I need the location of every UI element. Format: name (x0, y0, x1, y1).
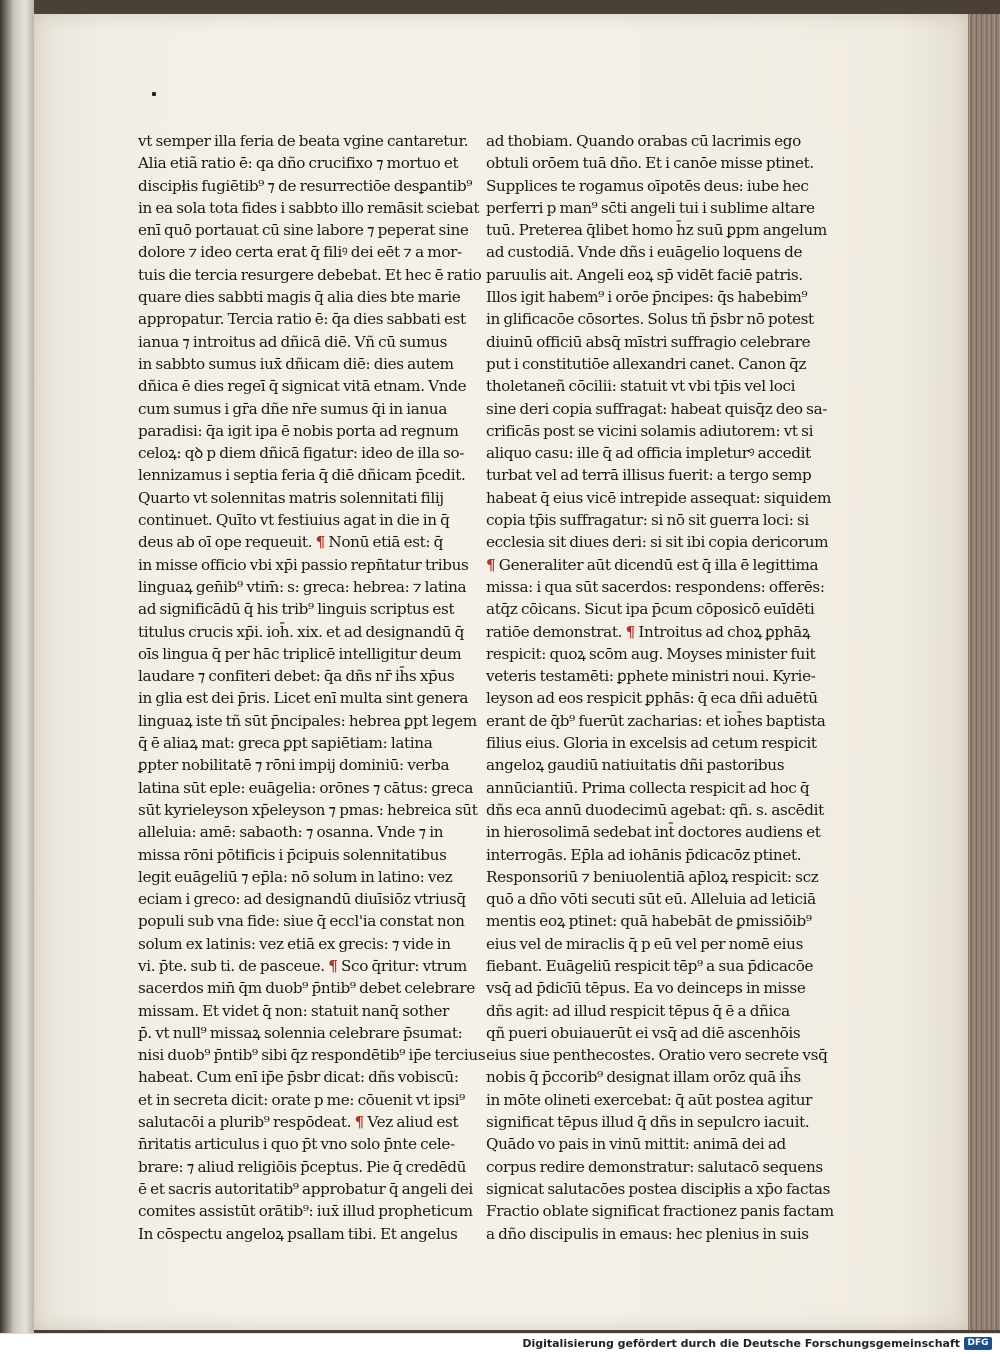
text-line: tuū. Preterea q̄libet homo h̄z suū ꝑpm angelum (486, 221, 827, 240)
text-line: interrogās. Ep̄la ad iohānis p̄dicacōz ptinet. (486, 845, 802, 864)
text-line: leyson ad eos respicit ꝑphās: q̄ eca dñi aduētū (486, 689, 818, 708)
text-line: legit euāgeliū ⁊ ep̄la: nō solum in latino: vez (138, 867, 453, 886)
text-line: vsq̄ ad p̄dicīū tēpus. Ea vo deinceps in misse (486, 979, 806, 998)
text-line: put i constitutiōe allexandri canet. Canon q̄z (486, 354, 807, 373)
text-line: erant de q̄b⁹ fuerūt zacharias: et ioh̄es baptista (486, 711, 826, 730)
text-line: turbat vel ad terrā illisus fuerit: a tergo semp (486, 466, 812, 485)
text-line: quare dies sabbti magis q̄ alia dies bte marie (138, 288, 461, 307)
text-line: lennizamus i septia feria q̄ diē dñicam p̄cedit. (138, 466, 466, 485)
text-line: habeat. Cum enī ip̄e p̄sbr dicat: dñs vobiscū: (138, 1068, 459, 1087)
text-line: copia tp̄is suffragatur: si nō sit guerra loci: si (486, 511, 809, 530)
text-line: Alia etiã ratio ē: qa dño crucifixo ⁊ mortuo et (138, 154, 459, 173)
text-line: cum sumus i gr̄a dñe nr̄e sumus q̄i in ianua (138, 399, 448, 418)
text-line: ad thobiam. Quando orabas cū lacrimis ego (486, 132, 801, 150)
text-line: missa: i qua sūt sacerdos: respondens: offerēs: (486, 577, 825, 596)
text-line: deus ab oī ope requeuit. ¶ Nonū etiā est: q̄ (138, 533, 444, 552)
text-line: vi. p̄te. sub ti. de pasceue. ¶ Sco q̄ritur: vtrum (138, 956, 467, 975)
text-line: corpus redire demonstratur: salutacō sequens (486, 1157, 823, 1176)
text-line: eius siue penthecostes. Oratio vero secrete vsq̄ (486, 1046, 828, 1065)
text-line: habeat q̄ eius vicē intrepide assequat: siquidem (486, 488, 832, 507)
text-line: eciam i greco: ad designandū diuīsiōz vtriusq̄ (138, 890, 466, 909)
text-line: Quarto vt solennitas matris solennitati filij (138, 488, 444, 507)
text-line: in glificacōe cōsortes. Solus tñ p̄sbr nō potest (486, 310, 814, 329)
text-line: Supplices te rogamus oīpotēs deus: iube hec (486, 176, 809, 195)
text-line: sūt kyrieleyson xp̄eleyson ⁊ pmas: hebreica sūt (138, 800, 478, 819)
digitization-credit: Digitalisierung gefördert durch die Deutsche Forschungsgemeinschaft (522, 1337, 960, 1350)
text-line: a dño discipulis in emaus: hec plenius in suis (486, 1224, 809, 1243)
text-line: dolore ⁊ ideo certa erat q̄ filiꝰ dei eēt ⁊ a mor- (138, 243, 462, 262)
text-line: in glia est dei p̄ris. Licet enī multa sint genera (138, 689, 469, 708)
text-line: comites assistūt orātib⁹: iux̄ illud propheticum (138, 1202, 473, 1221)
text-line: ecclesia sit diues deri: si sit ibi copia dericorum (486, 533, 829, 552)
text-line: annūciantiū. Prima collecta respicit ad hoc q̄ (486, 778, 810, 797)
text-line: in ea sola tota fides i sabbto illo remāsit sciebat (138, 198, 480, 217)
text-line: Fractio oblate significat fractionez panis factam (486, 1202, 834, 1221)
text-line: linguaꝝ iste tñ sūt p̄ncipales: hebrea ꝑpt legem (138, 711, 477, 730)
text-line: sine deri copia suffragat: habeat quisq̄z deo sa- (486, 399, 828, 418)
text-line: tholetaneñ cōcilii: statuit vt vbi tp̄is vel loci (486, 377, 796, 396)
text-line: et in secreta dicit: orate p me: cōuenit vt ipsi⁹ (138, 1090, 465, 1109)
text-column-left (138, 130, 486, 1245)
text-line: in misse officio vbi xp̄i passio repn̄tatur tribus (138, 555, 469, 574)
text-line: fiebant. Euāgeliū respicit tēp⁹ a sua p̄dicacōe (486, 956, 814, 975)
text-line: solum ex latinis: vez etiā ex grecis: ⁊ vide in (138, 934, 451, 953)
text-line: Responsoriū ⁊ beniuolentiā ap̄loꝝ respicit: scz (486, 867, 819, 886)
text-line: ad significādū q̄ his trib⁹ linguis scriptus est (138, 600, 455, 619)
text-line: qñ pueri obuiauerūt ei vsq̄ ad diē ascenhōis (486, 1023, 801, 1042)
text-line: signicat salutacōes postea discipłis a xp̄o factas (486, 1179, 831, 1198)
footer-bar (0, 1333, 1000, 1354)
text-line: aliquo casu: ille q̄ ad officia impleturꝰ accedit (486, 444, 811, 463)
text-column-right (486, 130, 834, 1245)
text-line: ad custodiā. Vnde dñs i euāgelio loquens de (486, 243, 803, 262)
text-line: vt semper illa feria de beata vgine cantaretur. (138, 132, 469, 150)
text-line: angeloꝝ gaudiū natiuitatis dñi pastoribus (486, 756, 785, 775)
text-line: salutacōi a plurib⁹ respōdeat. ¶ Vez aliud est (138, 1113, 459, 1132)
text-line: dñs eca annū duodecimū agebat: qñ. s. ascēdit (486, 800, 824, 819)
text-line: discipłis fugiētib⁹ ⁊ de resurrectiōe desꝑantib⁹ (138, 176, 473, 195)
text-line: appropatur. Tercia ratio ē: q̄a dies sabbati est (138, 310, 466, 329)
text-line: in hierosolimā sedebat int̄ doctores audiens et (486, 823, 821, 842)
text-line: oīs lingua q̄ per hāc triplicē intelligitur deum (138, 644, 462, 663)
text-line: latina sūt eple: euāgelia: orōnes ⁊ cātus: greca (138, 778, 474, 797)
text-line: tuis die tercia resurgere debebat. Et hec ē ratio (138, 265, 482, 284)
text-line: diuinū officiū absq̄ mīstri suffragio celebrare (486, 332, 811, 351)
text-line: populi sub vna fide: siue q̄ eccl'ia constat non (138, 912, 465, 931)
text-line: linguaꝝ gen̄ib⁹ vtim̄: s: greca: hebrea: ⁊ latina (138, 577, 467, 596)
text-line: n̄ritatis articulus i quo p̄t vno solo p̄nte cele- (138, 1135, 455, 1154)
text-line: paruulis ait. Angeli eoꝝ sp̄ vidēt faciē patris. (486, 265, 803, 284)
text-line: p̄. vt null⁹ missaꝝ solennia celebrare p̄sumat: (138, 1023, 463, 1042)
text-line: mentis eoꝝ ptinet: quā habebāt de ꝑmissiōib⁹ (486, 912, 812, 931)
text-line: alleluia: amē: sabaoth: ⁊ osanna. Vnde ⁊ in (138, 823, 444, 842)
text-line: celoꝝ: qꝺ p diem dñicā figatur: ideo de illa so- (138, 444, 465, 463)
text-line: q̄ ē aliaꝝ mat: greca ꝑpt sapiētiam: latina (138, 734, 433, 753)
text-line: obtuli orōem tuā dño. Et i canōe misse ptinet. (486, 154, 814, 173)
text-line: ianua ⁊ introitus ad dñicā diē. Vñ cū sumus (138, 332, 448, 351)
text-line: titulus crucis xp̄i. ioh̄. xix. et ad designandū q̄ (138, 622, 464, 641)
text-line: dñica ē dies regeī q̄ signicat vitā etnam. Vnde (138, 377, 467, 396)
text-line: Quādo vo pais in vinū mittit: animā dei ad (486, 1135, 786, 1154)
text-line: laudare ⁊ confiteri debet: q̄a dñs nr̄ ih̄s xp̄us (138, 667, 455, 686)
text-line: brare: ⁊ aliud religiōis p̄ceptus. Pie q̄ credēdū (138, 1157, 467, 1176)
text-line: perferri p man⁹ sc̄ti angeli tui i sublime altare (486, 198, 815, 217)
ink-dot-mark (152, 92, 156, 96)
text-line: filius eius. Gloria in excelsis ad cetum respicit (486, 734, 817, 753)
text-line: significat tēpus illud q̄ dñs in sepulcro iacuit. (486, 1113, 810, 1132)
text-line: enī quō portauat cū sine labore ⁊ peperat sine (138, 221, 469, 240)
text-line: paradisi: q̄a igit ipa ē nobis porta ad regnum (138, 421, 459, 440)
text-line: crificās post se vicini solamis adiutorem: vt si (486, 421, 814, 440)
text-line: nobis q̄ p̄ccorib⁹ designat illam orōz quā ih̄s (486, 1068, 801, 1087)
dfg-logo: DFG (964, 1337, 992, 1350)
text-line: ¶ Generaliter aūt dicendū est q̄ illa ē legittima (486, 555, 819, 574)
text-line: atq̄z cōicans. Sicut ipa p̄cum cōposicō euīdēti (486, 600, 815, 619)
text-line: Illos igit habem⁹ i orōe p̄ncipes: q̄s habebim⁹ (486, 288, 808, 307)
text-line: ꝑpter nobilitatē ⁊ rōni impij dominiū: verba (138, 756, 450, 775)
text-line: respicit: quoꝝ scōm aug. Moyses minister fuit (486, 644, 816, 663)
text-line: continuet. Quīto vt festiuius agat in die in q̄ (138, 511, 450, 530)
facing-page-edge (0, 0, 34, 1333)
text-line: ratiōe demonstrat. ¶ Introitus ad choꝝ ꝑphāꝝ (486, 622, 811, 641)
text-line: sacerdos min̄ q̄m duob⁹ p̄ntib⁹ debet celebrare (138, 979, 475, 998)
text-line: veteris testamēti: ꝑphete ministri noui. Kyrie- (486, 667, 816, 686)
text-line: in mōte olineti exercebat: q̄ aūt postea agitur (486, 1090, 813, 1109)
text-line: nisi duob⁹ p̄ntib⁹ sibi q̄z respondētib⁹ ip̄e tercius (138, 1046, 486, 1065)
text-line: ē et sacris autoritatib⁹ approbatur q̄ angeli dei (138, 1179, 473, 1198)
text-line: quō a dño vōti secuti sūt eū. Alleluia ad leticiā (486, 890, 816, 909)
text-line: In cōspectu angeloꝝ psallam tibi. Et angelus (138, 1224, 458, 1243)
text-line: missa rōni pōtificis i p̄cipuis solennitatibus (138, 845, 447, 864)
text-line: eius vel de miraclis q̄ p eū vel per nomē eius (486, 934, 804, 953)
text-line: dñs agit: ad illud respicit tēpus q̄ ē a dñica (486, 1001, 790, 1020)
book-fore-edge (968, 14, 1000, 1330)
text-line: missam. Et videt q̄ non: statuit nanq̄ sother (138, 1001, 450, 1020)
text-line: in sabbto sumus iux̄ dñicam diē: dies autem (138, 354, 454, 373)
